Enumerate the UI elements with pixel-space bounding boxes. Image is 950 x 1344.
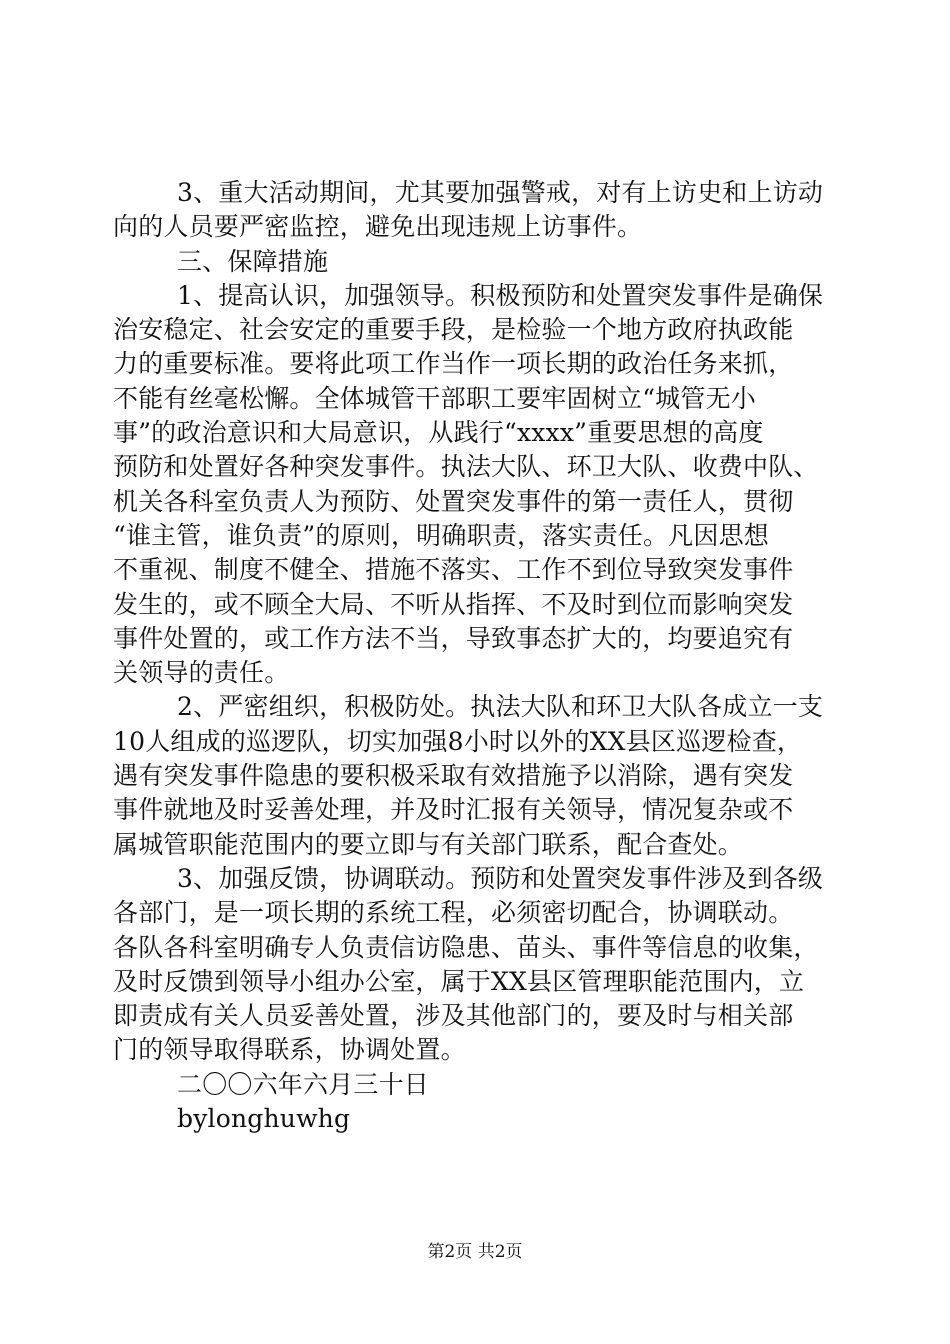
text-line: 各部门，是一项长期的系统工程，必须密切配合，协调联动。 <box>113 898 794 928</box>
text-line: 力的重要标准。要将此项工作当作一项长期的政治任务来抓， <box>113 349 794 379</box>
text-line: 3、加强反馈，协调联动。预防和处置突发事件涉及到各级 <box>177 863 824 893</box>
text-line: 2、严密组织，积极防处。执法大队和环卫大队各成立一支 <box>177 692 824 722</box>
text-line: 10人组成的巡逻队，切实加强8小时以外的XX县区巡逻检查， <box>113 726 803 756</box>
text-line: 事”的政治意识和大局意识，从践行“xxxx”重要思想的高度 <box>113 418 764 448</box>
page-number: 第2页 共2页 <box>427 1242 523 1262</box>
text-line: 事件就地及时妥善处理，并及时汇报有关领导，情况复杂或不 <box>113 795 794 825</box>
text-line: 事件处置的，或工作方法不当，导致事态扩大的，均要追究有 <box>113 623 794 653</box>
text-line: 属城管职能范围内的要立即与有关部门联系，配合查处。 <box>113 829 744 859</box>
author-line: bylonghuwhg <box>177 1104 351 1134</box>
text-line: 3、重大活动期间，尤其要加强警戒，对有上访史和上访动 <box>177 178 824 207</box>
section-heading: 三、保障措施 <box>177 246 329 276</box>
text-line: 1、提高认识，加强领导。积极预防和处置突发事件是确保 <box>177 280 824 310</box>
text-line: 及时反馈到领导小组办公室，属于XX县区管理职能范围内，立 <box>113 966 805 996</box>
date-line: 二〇〇六年六月三十日 <box>177 1069 430 1099</box>
text-line: 发生的，或不顾全大局、不听从指挥、不及时到位而影响突发 <box>113 589 794 619</box>
document-body <box>113 176 833 1136</box>
text-line: “谁主管，谁负责”的原则，明确职责，落实责任。凡因思想 <box>113 520 769 550</box>
text-line: 向的人员要严密监控，避免出现违规上访事件。 <box>113 212 643 242</box>
text-line: 门的领导取得联系，协调处置。 <box>113 1035 466 1065</box>
text-line: 不重视、制度不健全、措施不落实、工作不到位导致突发事件 <box>113 555 794 585</box>
text-line: 各队各科室明确专人负责信访隐患、苗头、事件等信息的收集， <box>113 932 819 962</box>
text-line: 治安稳定、社会安定的重要手段，是检验一个地方政府执政能 <box>113 315 794 345</box>
text-line: 遇有突发事件隐患的要积极采取有效措施予以消除，遇有突发 <box>113 761 794 791</box>
page-footer <box>0 1241 950 1263</box>
text-line: 不能有丝毫松懈。全体城管干部职工要牢固树立“城管无小 <box>113 383 756 413</box>
text-line: 机关各科室负责人为预防、处置突发事件的第一责任人，贯彻 <box>113 486 794 516</box>
text-line: 即责成有关人员妥善处置，涉及其他部门的，要及时与相关部 <box>113 1001 794 1031</box>
text-line: 关领导的责任。 <box>113 658 290 688</box>
text-line: 预防和处置好各种突发事件。执法大队、环卫大队、收费中队、 <box>113 452 819 482</box>
